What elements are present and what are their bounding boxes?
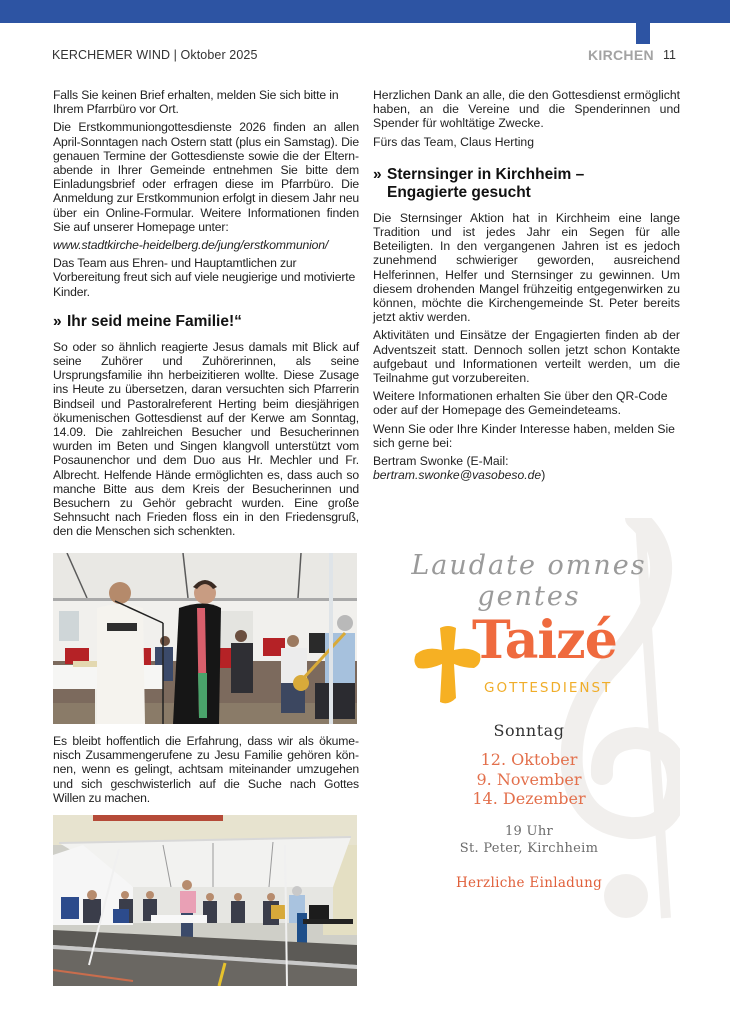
- article-heading: [53, 313, 359, 331]
- poster-dates: [378, 750, 680, 809]
- heading-marker: »: [53, 312, 62, 330]
- left-column: [53, 88, 359, 543]
- paragraph: Aktivitäten und Einsätze der Engagierten finden ab der Adventszeit statt. Dennoch sollen jetzt schon Kontakte aufgebaut und Informationen verteilt werden, um die Teilnahme gut vorzubereiten.: [373, 328, 680, 386]
- page-number: 11: [663, 48, 676, 62]
- paragraph: Weitere Informationen erhalten Sie über den QR-Code oder auf der Homepage des Gemeindeteams.: [373, 389, 668, 418]
- heading-text: Ihr seid meine Familie!“: [67, 312, 242, 330]
- poster-time: 19 Uhr: [504, 824, 554, 839]
- article-heading: [373, 166, 680, 202]
- contact-email-link[interactable]: bertram.swonke@vasobeso.de: [373, 468, 542, 483]
- poster-date: 12. Oktober: [480, 750, 578, 769]
- poster-title: Taizé: [472, 610, 617, 671]
- taize-poster: [378, 518, 680, 928]
- poster-subtitle: GOTTESDIENST: [484, 680, 613, 696]
- contact-prefix: Bertram Swonke (E-Mail:: [373, 454, 509, 469]
- homepage-link[interactable]: www.stadtkirche-heidelberg.de/jung/erstkommunion/: [53, 238, 329, 253]
- section-label: KIRCHEN: [588, 47, 654, 63]
- header-bar: [0, 0, 730, 23]
- heading-text: [387, 166, 584, 202]
- poster-invitation: Herzliche Einladung: [455, 875, 603, 891]
- paragraph: Das Team aus Ehren- und Hauptamtlichen zur Vorbereitung freut sich auf viele neugierige und motivierte Kinder.: [53, 256, 356, 299]
- paragraph: Falls Sie keinen Brief erhalten, melden Sie sich bitte in Ihrem Pfarrbüro vor Ort.: [53, 88, 339, 117]
- poster-date: 9. November: [476, 769, 582, 789]
- heading-marker: »: [373, 165, 382, 183]
- paragraph: Die Erstkommuniongottesdienste 2026 finden an allen April-Sonntagen nach Ostern statt (plus ein Samstag). Die genauen Termine der Gottesdienste sowie die der Elternabende in Ihrer Gemeinde entnehmen Sie bitte dem Einladungsbrief oder erfragen diese im Pfarrbüro. Die Anmeldung zur Erstkommunion erfolgt in diesem Jahr neu über ein Online-Formular. Weitere Informationen finden Sie auf unserer Homepage unter:: [53, 120, 359, 234]
- contact-suffix: ): [541, 468, 546, 483]
- heading-line-2: Engagierte gesucht: [387, 183, 531, 201]
- article-caption: Es bleibt hoffentlich die Erfahrung, dass wir als ökumenisch Zusammengerufene zu Jesu Familie gehören können, wenn es gelingt, achtsam miteinander umzugehen und sich geschwisterlich auf die Suche nach Gottes Willen zu machen.: [53, 734, 359, 805]
- article-body: So oder so ähnlich reagierte Jesus damals mit Blick auf seine Zuhörer und Zuhörerinnen, als seine Ursprungsfamilie ihn herbeizitieren wollte. Diese Zusage ins Heute zu übersetzen, daran versuchten sich Pfarrerin Bindseil und Pastoralreferent Herting beim diesjährigen ökumenischen Gottesdienst auf der Kerwe am Sonntag, 14.09. Die zahlreichen Besucher und Besucherinnen wurden im Beten und Singen klangvoll unterstützt vom Posaunenchor und dem Duo aus Hr. Mechler und Fr. Albrecht. Helfende Hände ermöglichten es, dass auch so manche Bitte aus dem Kreis der Besucherinnen und Besuchern zu Gehör gebracht wurden. Eine große Sehnsucht nach Frieden floss ein in den Friedensgruß, den die Menschen sich schenkten.: [53, 339, 359, 539]
- poster-date: 14. Dezember: [472, 789, 586, 808]
- heading-line-1: Sternsinger in Kirchheim –: [387, 165, 585, 183]
- poster-day: Sonntag: [493, 721, 565, 740]
- signature: Fürs das Team, Claus Herting: [373, 134, 534, 149]
- paragraph: Die Sternsinger Aktion hat in Kirchheim eine lange Tradition und ist jedes Jahr ein Segen für alle Beteiligten. In den vergangenen Jahren ist es jedoch zunehmend schwieriger geworden, ausreichend Helferinnen, Helfer und Sternsinger zu gewinnen. Um diesem drohenden Mangel frühzeitig entgegenwirken zu können, möchte die Kirchengemeinde St. Peter bereits jetzt aktiv werden.: [373, 210, 680, 325]
- paragraph: Wenn Sie oder Ihre Kinder Interesse haben, melden Sie sich gerne bei:: [373, 421, 675, 450]
- photo-brass-band-stage: [53, 815, 357, 986]
- section-tab-marker: [636, 23, 650, 44]
- poster-time-location: [378, 823, 680, 857]
- poster-tagline: Laudate omnes gentes: [411, 550, 647, 612]
- thanks-paragraph: Herzlichen Dank an alle, die den Gottesdienst ermöglicht haben, an die Vereine und die Spenderinnen und Spender für wohltätige Zwecke.: [373, 88, 680, 131]
- photo-service-altar: [53, 553, 357, 724]
- right-column: [373, 88, 680, 486]
- running-head: KERCHEMER WIND | Oktober 2025: [52, 48, 258, 62]
- contact-line: [373, 454, 680, 482]
- poster-location: St. Peter, Kirchheim: [459, 841, 599, 856]
